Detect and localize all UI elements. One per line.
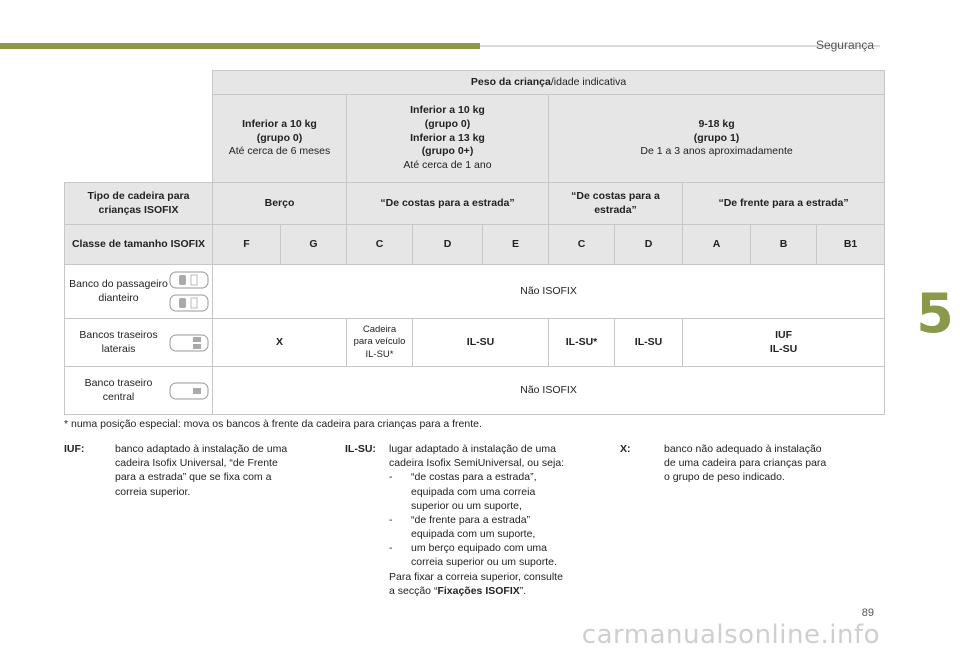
size-cell: D: [615, 225, 683, 265]
seat-rear-lateral: Bancos traseiros laterais: [65, 319, 213, 367]
car-rear-seat-icon: [169, 333, 209, 353]
seat-rear-center: Banco traseiro central: [65, 367, 213, 415]
rear-lateral-abb1: IUF IL-SU: [683, 319, 885, 367]
group-1-header: 9-18 kg (grupo 1) De 1 a 3 anos aproximadamente: [549, 95, 885, 183]
rear-center-value: Não ISOFIX: [213, 367, 885, 415]
rear-lateral-d2: IL-SU: [615, 319, 683, 367]
size-cell: F: [213, 225, 281, 265]
car-front-seat-icon: [169, 293, 209, 313]
weight-header: Peso da criança/idade indicativa: [213, 71, 885, 95]
group-0-header: Inferior a 10 kg (grupo 0) Até cerca de 6 meses: [213, 95, 347, 183]
chapter-number: 5: [916, 281, 954, 345]
type-berco: Berço: [213, 183, 347, 225]
footnote: * numa posição especial: mova os bancos à frente da cadeira para crianças para a frente.: [64, 418, 482, 430]
size-cell: E: [483, 225, 549, 265]
car-rear-center-seat-icon: [169, 381, 209, 401]
size-cell: D: [413, 225, 483, 265]
isofix-table: [64, 70, 885, 415]
watermark: carmanualsonline.info: [581, 620, 880, 650]
rear-lateral-berco: X: [213, 319, 347, 367]
type-label: Tipo de cadeira para crianças ISOFIX: [65, 183, 213, 225]
size-cell: G: [281, 225, 347, 265]
top-accent-bar: [0, 43, 480, 49]
rear-lateral-de: IL-SU: [413, 319, 549, 367]
section-title: Segurança: [815, 38, 874, 52]
size-cell: C: [549, 225, 615, 265]
size-cell: B: [751, 225, 817, 265]
car-front-seat-icon: [169, 270, 209, 290]
front-seat-value: Não ISOFIX: [213, 265, 885, 319]
type-costas-1: “De costas para a estrada”: [347, 183, 549, 225]
seat-front-passenger: Banco do passageiro dianteiro: [65, 265, 213, 319]
group-0plus-header: Inferior a 10 kg (grupo 0) Inferior a 13 kg (grupo 0+) Até cerca de 1 ano: [347, 95, 549, 183]
size-cell: C: [347, 225, 413, 265]
type-frente: “De frente para a estrada”: [683, 183, 885, 225]
size-label: Classe de tamanho ISOFIX: [65, 225, 213, 265]
chapter-tab: [910, 263, 960, 363]
page-number: 89: [861, 607, 874, 619]
size-cell: B1: [817, 225, 885, 265]
rear-lateral-c: Cadeira para veículo IL-SU*: [347, 319, 413, 367]
size-cell: A: [683, 225, 751, 265]
type-costas-2: “De costas para a estrada”: [549, 183, 683, 225]
rear-lateral-c2: IL-SU*: [549, 319, 615, 367]
